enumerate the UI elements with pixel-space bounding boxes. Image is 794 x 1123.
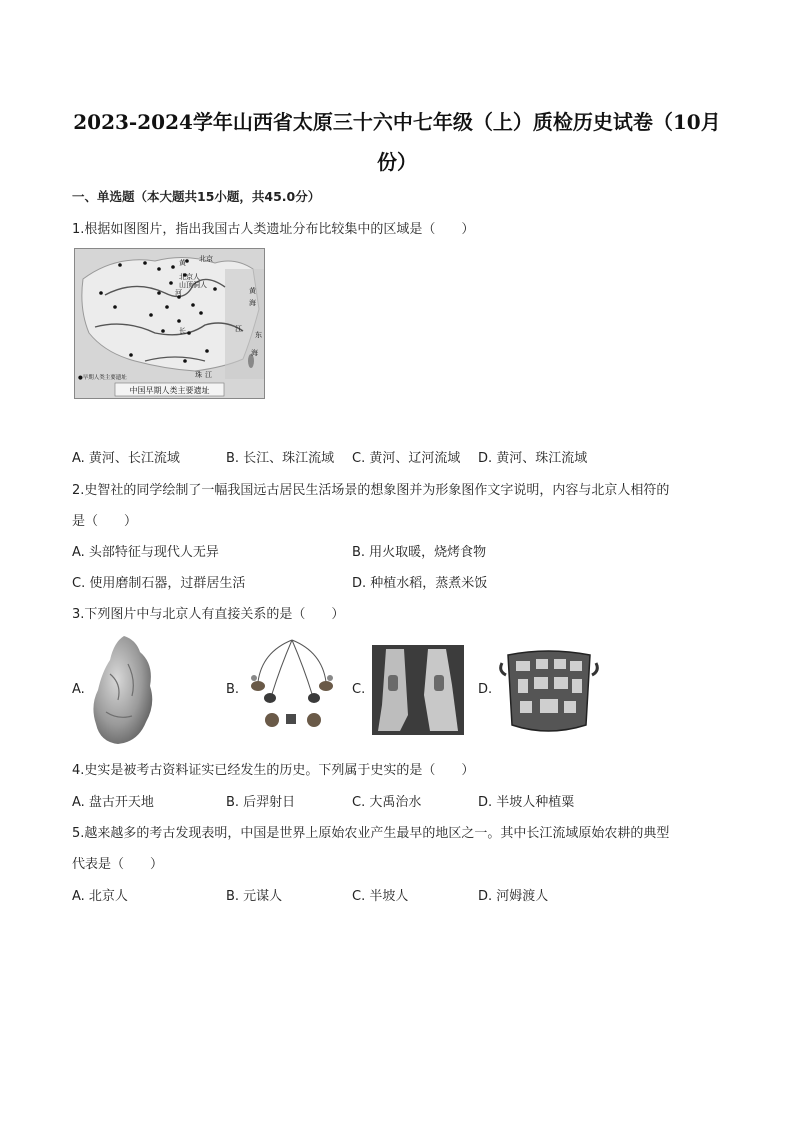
- q1-option-c[interactable]: C. 黄河、辽河流域: [352, 451, 461, 466]
- q1-map-image: [74, 248, 265, 399]
- q1-stem: 1.根据如图图片，指出我国古人类遗址分布比较集中的区域是（ ）: [72, 222, 475, 237]
- map-label-hai-2: 海: [251, 349, 258, 357]
- q3-option-b[interactable]: B.: [226, 682, 240, 697]
- q4-option-a[interactable]: A. 盘古开天地: [72, 795, 154, 810]
- q3-option-c[interactable]: C.: [352, 682, 366, 697]
- map-label-chang: 长: [179, 327, 186, 335]
- bronze-vessel-icon: [498, 645, 600, 737]
- map-label-dong: 东: [255, 331, 262, 339]
- map-label-jiang-2: 江: [205, 371, 212, 379]
- q1-option-d[interactable]: D. 黄河、珠江流域: [478, 451, 588, 466]
- map-caption: 中国早期人类主要遗址: [129, 386, 210, 395]
- q4-option-b[interactable]: B. 后羿射日: [226, 795, 296, 810]
- necklace-icon: [242, 638, 342, 738]
- q2-option-d[interactable]: D. 种植水稻，蒸煮米饭: [352, 576, 488, 591]
- q5-stem-line-1: 5.越来越多的考古发现表明，中国是世界上原始农业产生最早的地区之一。其中长江流域原始农耕的典型: [72, 826, 670, 841]
- q5-option-c[interactable]: C. 半坡人: [352, 889, 409, 904]
- q3-option-d[interactable]: D.: [478, 682, 493, 697]
- q4-option-d[interactable]: D. 半坡人种植粟: [478, 795, 575, 810]
- q1-option-a[interactable]: A. 黄河、长江流域: [72, 451, 180, 466]
- q5-option-d[interactable]: D. 河姆渡人: [478, 889, 549, 904]
- map-label-jiang: 江: [235, 325, 242, 333]
- q3-image-a-stone-tool: [88, 634, 158, 746]
- q4-stem: 4.史实是被考古资料证实已经发生的历史。下列属于史实的是（ ）: [72, 763, 475, 778]
- map-label-hai-1: 海: [249, 299, 256, 307]
- map-label-beijing: 北京: [199, 255, 213, 263]
- map-label-shandingdongren: 山顶洞人: [179, 281, 207, 289]
- q2-option-c[interactable]: C. 使用磨制石器，过群居生活: [72, 576, 246, 591]
- q3-image-c-bronze-tools: [372, 645, 464, 735]
- bronze-tools-icon: [372, 645, 464, 735]
- q4-option-c[interactable]: C. 大禹治水: [352, 795, 422, 810]
- q3-option-a[interactable]: A.: [72, 682, 85, 697]
- q2-stem-line-2: 是（ ）: [72, 514, 138, 529]
- exam-title-line-1: 2023-2024学年山西省太原三十六中七年级（上）质检历史试卷（10月: [73, 110, 721, 134]
- map-label-huang-sea: 黄: [249, 287, 256, 295]
- q2-stem-line-1: 2.史智社的同学绘制了一幅我国远古居民生活场景的想象图并为形象图作文字说明，内容与北京人相符的: [72, 483, 670, 498]
- map-label-huang-river-1: 黄: [179, 259, 186, 267]
- map-label-zhu: 珠: [195, 371, 202, 379]
- map-label-he: 河: [175, 289, 182, 297]
- q1-option-b[interactable]: B. 长江、珠江流域: [226, 451, 335, 466]
- q3-stem: 3.下列图片中与北京人有直接关系的是（ ）: [72, 607, 345, 622]
- q5-stem-line-2: 代表是（ ）: [72, 857, 164, 872]
- q5-option-b[interactable]: B. 元谋人: [226, 889, 283, 904]
- map-label-beijingren: 北京人: [179, 273, 200, 281]
- section-header: 一、单选题（本大题共15小题，共45.0分）: [72, 189, 321, 204]
- q3-image-b-necklace: [242, 638, 342, 738]
- exam-title-line-2: 份）: [377, 150, 417, 174]
- exam-title: [60, 102, 734, 182]
- stone-tool-icon: [88, 634, 158, 746]
- q5-option-a[interactable]: A. 北京人: [72, 889, 128, 904]
- map-legend: ●早期人类主要遗址: [78, 375, 127, 381]
- q2-option-b[interactable]: B. 用火取暖，烧烤食物: [352, 545, 487, 560]
- q3-image-d-bronze-vessel: [498, 645, 600, 737]
- q2-option-a[interactable]: A. 头部特征与现代人无异: [72, 545, 219, 560]
- china-map-figure: [75, 249, 264, 398]
